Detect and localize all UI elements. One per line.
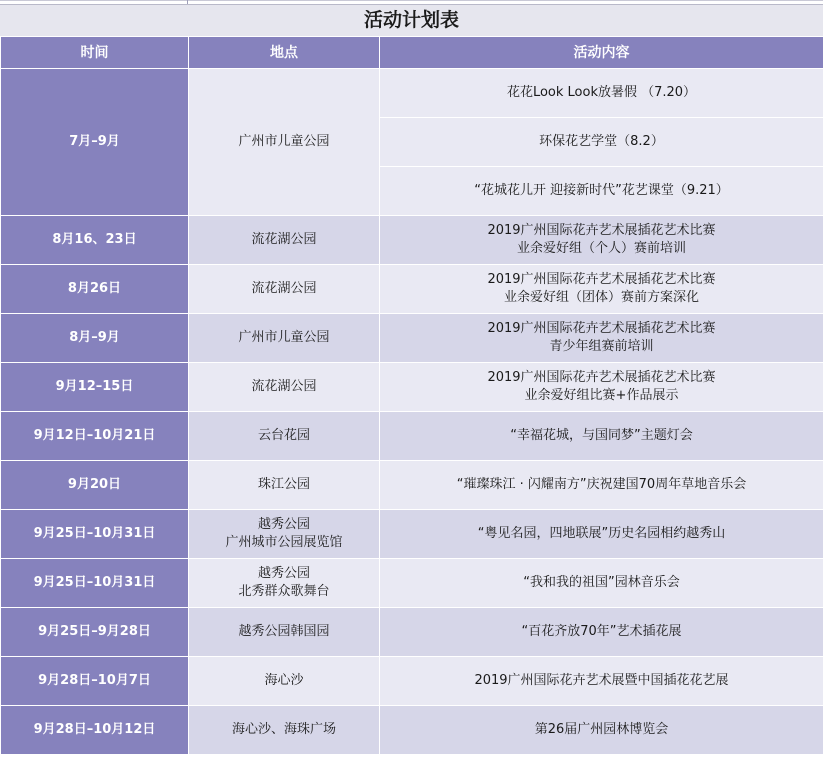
schedule-table [0,36,823,755]
place-line: 流花湖公园 [251,232,317,247]
time-cell: 8月26日 [1,265,189,314]
place-line: 流花湖公园 [251,379,317,394]
place-cell [189,608,380,657]
header-place: 地点 [189,37,380,69]
place-line: 流花湖公园 [251,281,317,296]
activity-cell [380,265,823,314]
place-cell [189,706,380,755]
place-line: 云台花园 [257,428,310,443]
table-row [1,706,823,755]
place-cell: 广州市儿童公园 [189,69,380,216]
activity-line: “粤见名园，四地联展”历史名园相约越秀山 [477,526,726,541]
table-row [1,608,823,657]
place-line: 北秀群众歌舞台 [238,584,330,599]
activity-cell [380,412,823,461]
activity-cell: 花花Look Look放暑假 （7.20） [380,69,823,118]
activity-cell: 环保花艺学堂（8.2） [380,118,823,167]
time-cell: 9月28日–10月12日 [1,706,189,755]
place-line: 海心沙、海珠广场 [231,722,336,737]
activity-cell [380,559,823,608]
place-line: 越秀公园 [257,517,310,532]
table-row [1,216,823,265]
activity-line: 青少年组赛前培训 [549,339,654,354]
time-cell: 9月25日–10月31日 [1,510,189,559]
table-row [1,461,823,510]
activity-line: 业余爱好组（个人）赛前培训 [516,241,686,256]
place-cell [189,363,380,412]
time-cell: 9月12日–10月21日 [1,412,189,461]
table-row [1,559,823,608]
table-row [1,657,823,706]
time-cell: 9月25日–10月31日 [1,559,189,608]
place-cell [189,265,380,314]
header-row [1,37,823,69]
activity-line: 2019广州国际花卉艺术展插花艺术比赛 [487,370,716,385]
activity-cell [380,461,823,510]
time-cell: 8月–9月 [1,314,189,363]
activity-line: “我和我的祖国”园林音乐会 [523,575,680,590]
table-title: 活动计划表 [0,4,823,36]
time-cell: 9月25日–9月28日 [1,608,189,657]
time-cell: 9月20日 [1,461,189,510]
activity-line: “璀璨珠江 · 闪耀南方”庆祝建国70周年草地音乐会 [456,477,747,492]
activity-cell [380,216,823,265]
place-line: 海心沙 [264,673,304,688]
activity-line: 2019广州国际花卉艺术展插花艺术比赛 [487,223,716,238]
table-row [1,510,823,559]
activity-line: 业余爱好组比赛+作品展示 [524,388,679,403]
table-row [1,412,823,461]
place-cell [189,412,380,461]
header-activity: 活动内容 [380,37,823,69]
activity-line: 2019广州国际花卉艺术展暨中国插花花艺展 [474,673,729,688]
place-line: 广州城市公园展览馆 [225,535,343,550]
place-line: 珠江公园 [257,477,310,492]
activity-cell: “花城花儿开 迎接新时代”花艺课堂（9.21） [380,167,823,216]
time-cell: 9月12–15日 [1,363,189,412]
activity-cell [380,657,823,706]
activity-line: “幸福花城，与国同梦”主题灯会 [510,428,693,443]
place-cell [189,461,380,510]
place-cell [189,559,380,608]
table-row [1,363,823,412]
activity-line: 第26届广州园林博览会 [534,722,669,737]
activity-line: 2019广州国际花卉艺术展插花艺术比赛 [487,321,716,336]
place-cell [189,510,380,559]
table-row [1,265,823,314]
activity-cell [380,510,823,559]
activity-line: 2019广州国际花卉艺术展插花艺术比赛 [487,272,716,287]
table-row [1,314,823,363]
place-line: 广州市儿童公园 [238,330,330,345]
table-row [1,69,823,118]
place-cell [189,657,380,706]
time-cell: 8月16、23日 [1,216,189,265]
activity-cell [380,363,823,412]
activity-cell [380,706,823,755]
header-time: 时间 [1,37,189,69]
place-line: 越秀公园 [257,566,310,581]
activity-cell [380,608,823,657]
activity-line: “百花齐放70年”艺术插花展 [521,624,682,639]
time-cell: 9月28日–10月7日 [1,657,189,706]
activity-cell [380,314,823,363]
place-cell [189,216,380,265]
place-line: 越秀公园韩国园 [238,624,330,639]
place-cell [189,314,380,363]
top-border [0,0,823,1]
activity-line: 业余爱好组（团体）赛前方案深化 [503,290,699,305]
time-cell: 7月–9月 [1,69,189,216]
